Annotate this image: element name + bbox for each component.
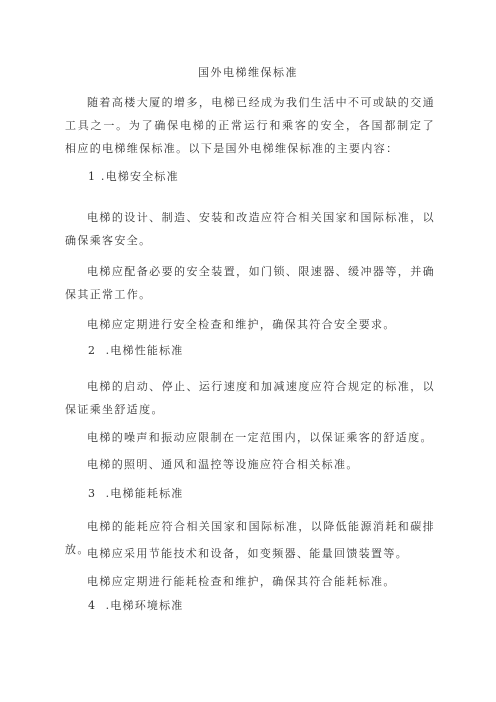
intro-paragraph: 随着高楼大厦的增多，电梯已经成为我们生活中不可或缺的交通工具之一。为了确保电梯的正常运行和乘客的安全，各国都制定了相应的电梯维保标准。以下是国外电梯维保标准的主要内容： [65,96,435,155]
section-1-paragraph-3: 电梯应定期进行安全检查和维护，确保其符合安全要求。 [87,318,396,331]
section-1-paragraph-2: 电梯应配备必要的安全装置，如门锁、限速器、缓冲器等，并确保其正常工作。 [65,265,435,301]
section-2-heading: 2 .电梯性能标准 [88,344,184,357]
document-title: 国外电梯维保标准 [198,66,298,79]
section-3-paragraph-1: 电梯的能耗应符合相关国家和国际标准，以降低能源消耗和碳排放。 [65,520,435,556]
section-1-heading: 1 .电梯安全标准 [88,170,179,183]
section-4-heading: 4 .电梯环境标准 [88,599,184,612]
section-2-paragraph-1: 电梯的启动、停止、运行速度和加减速度应符合规定的标准，以保证乘坐舒适度。 [65,380,435,416]
section-2-paragraph-3: 电梯的照明、通风和温控等设施应符合相关标准。 [87,458,359,471]
section-3-paragraph-3: 电梯应定期进行能耗检查和维护，确保其符合能耗标准。 [87,575,396,588]
section-2-paragraph-2: 电梯的噪声和振动应限制在一定范围内，以保证乘客的舒适度。 [87,431,433,444]
section-3-heading: 3 .电梯能耗标准 [88,487,184,500]
section-1-paragraph-1: 电梯的设计、制造、安装和改造应符合相关国家和国际标准，以确保乘客安全。 [65,211,435,247]
section-3-paragraph-2: 电梯应采用节能技术和设备，如变频器、能量回馈装置等。 [87,547,409,560]
